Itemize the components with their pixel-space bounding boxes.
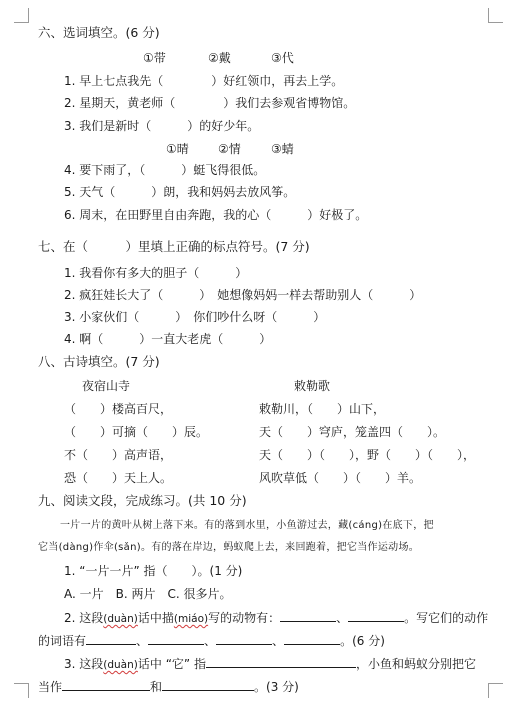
answer-blank[interactable] xyxy=(62,678,150,691)
section6-title: 六、选词填空。(6 分) xyxy=(38,25,160,40)
crop-mark-bottom-left xyxy=(14,683,29,698)
option-qing-dragonfly: ③蜻 xyxy=(271,142,294,156)
poem2-line-1: 敕勒川，（ ）山下， xyxy=(259,402,386,416)
section9-question-2-line-2 xyxy=(38,632,385,649)
option-dai-belt: ①带 xyxy=(143,51,166,65)
option-qing-feeling: ②情 xyxy=(218,142,241,156)
q3-and: 和 xyxy=(150,680,163,694)
option-qing-sunny: ①晴 xyxy=(166,142,189,156)
section6-question-6: 6. 周末，在田野里自由奔跑，我的心（ ）好极了。 xyxy=(64,208,368,222)
poem2-line-3: 天（ ）（ ），野（ ）（ ）， xyxy=(259,448,476,462)
poem2-line-2: 天（ ）穹庐，笼盖四（ ）。 xyxy=(259,425,446,439)
separator: 、 xyxy=(272,634,285,648)
poem1-line-4: 恐（ ）天上人。 xyxy=(64,471,173,485)
poem-title-chilege: 敕勒歌 xyxy=(294,379,331,393)
q3-prefix: 3. 这段 xyxy=(64,657,104,671)
answer-blank[interactable] xyxy=(216,632,272,645)
section7-question-3: 3. 小家伙们（ ） 你们吵什么呀（ ） xyxy=(64,310,326,324)
answer-blank[interactable] xyxy=(148,632,204,645)
crop-mark-bottom-right xyxy=(488,683,503,698)
q2-actions-label: 。写它们的动作 xyxy=(404,611,489,625)
pinyin-duan: (duàn) xyxy=(103,613,138,625)
section6-question-5: 5. 天气（ ）朗，我和妈妈去放风筝。 xyxy=(64,185,296,199)
q3-dangzuo: 当作 xyxy=(38,680,63,694)
section7-question-4: 4. 啊（ ）一直大老虎（ ） xyxy=(64,332,272,346)
section9-question-2-line-1 xyxy=(64,609,488,627)
section9-question-3-line-2 xyxy=(38,678,299,695)
q2-prefix: 2. 这段 xyxy=(64,611,104,625)
q3-tail: ，小鱼和蚂蚁分别把它 xyxy=(355,657,476,671)
poem1-line-3: 不（ ）高声语， xyxy=(64,448,173,462)
section9-question-1-options: A. 一片 B. 两片 C. 很多片。 xyxy=(64,587,232,601)
section7-question-2: 2. 疯狂娃长大了（ ） 她想像妈妈一样去帮助别人（ ） xyxy=(64,288,422,302)
q2-mid: 话中描 xyxy=(137,611,174,625)
answer-blank[interactable] xyxy=(206,655,356,668)
crop-mark-top-right xyxy=(488,8,503,23)
section9-title: 九、阅读文段，完成练习。(共 10 分) xyxy=(38,493,247,508)
section8-title: 八、古诗填空。(7 分) xyxy=(38,354,160,369)
poem1-line-1: （ ）楼高百尺， xyxy=(64,402,173,416)
passage-line-1: 一片一片的黄叶从树上落下来。有的落到水里，小鱼游过去，藏(cáng)在底下，把 xyxy=(60,520,434,531)
separator: 、 xyxy=(336,611,349,625)
answer-blank[interactable] xyxy=(86,632,136,645)
pinyin-duan: (duàn) xyxy=(103,659,138,671)
q3-score: 。(3 分) xyxy=(254,680,299,694)
q2-animals-label: 写的动物有： xyxy=(208,611,281,625)
answer-blank[interactable] xyxy=(348,609,404,622)
pinyin-miao: (miáo) xyxy=(173,613,209,625)
separator: 、 xyxy=(136,634,149,648)
poem1-line-2: （ ）可摘（ ）辰。 xyxy=(64,425,209,439)
poem2-line-4: 风吹草低（ ）（ ）羊。 xyxy=(259,471,422,485)
poem-title-yesushansi: 夜宿山寺 xyxy=(82,379,131,393)
option-dai-era: ③代 xyxy=(271,51,294,65)
section6-question-1: 1. 早上七点我先（ ）好红领巾，再去上学。 xyxy=(64,74,344,88)
q3-mid: 话中 “它” 指 xyxy=(137,657,206,671)
section6-question-3: 3. 我们是新时（ ）的好少年。 xyxy=(64,119,260,133)
answer-blank[interactable] xyxy=(284,632,340,645)
section7-title: 七、在（ ）里填上正确的标点符号。(7 分) xyxy=(38,239,310,254)
section6-question-4: 4. 要下雨了，（ ）蜓飞得很低。 xyxy=(64,163,266,177)
section9-question-3-line-1 xyxy=(64,655,476,673)
section6-question-2: 2. 星期天，黄老师（ ）我们去参观省博物馆。 xyxy=(64,96,356,110)
answer-blank[interactable] xyxy=(280,609,336,622)
option-dai-wear: ②戴 xyxy=(208,51,231,65)
section7-question-1: 1. 我看你有多大的胆子（ ） xyxy=(64,266,248,280)
q2-score: 。(6 分) xyxy=(340,634,385,648)
separator: 、 xyxy=(204,634,217,648)
q2-words-label: 的词语有 xyxy=(38,634,87,648)
crop-mark-top-left xyxy=(14,8,29,23)
passage-line-2: 它当(dàng)作伞(sǎn)。有的落在岸边，蚂蚁爬上去，来回跑着，把它当作运动场。 xyxy=(38,542,420,553)
answer-blank[interactable] xyxy=(162,678,254,691)
section9-question-1: 1. “一片一片” 指（ ）。(1 分) xyxy=(64,564,243,578)
